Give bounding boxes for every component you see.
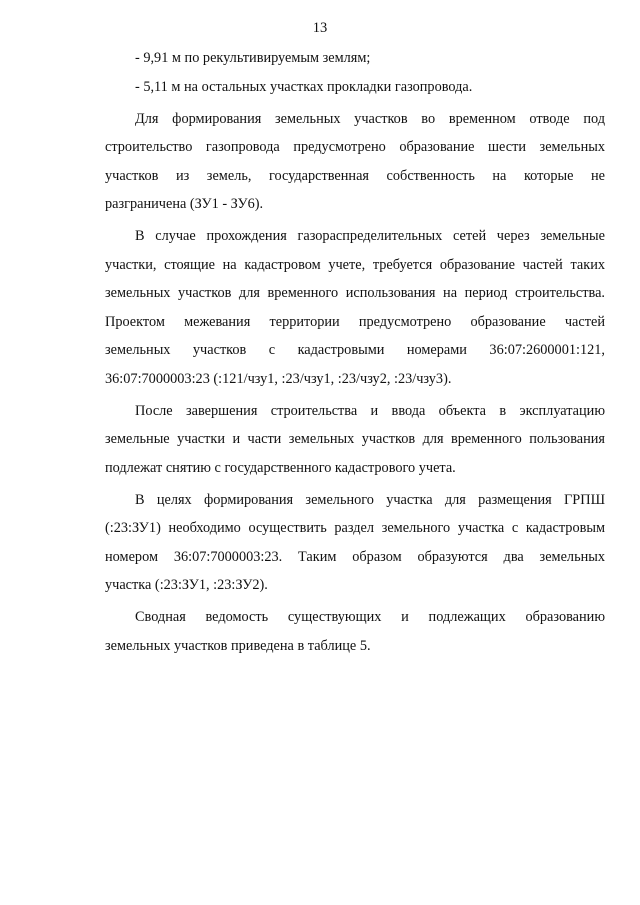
text-line: Сводная ведомость существующих и подлежащих образованию <box>135 609 605 625</box>
text-line: После завершения строительства и ввода объекта в эксплуатацию <box>135 402 605 419</box>
text-line: В случае прохождения газораспределительных сетей через земельные <box>135 228 605 244</box>
body-paragraph <box>105 105 605 219</box>
text-line: подлежат снятию с государственного кадастрового учета. <box>105 459 456 476</box>
body-paragraph <box>105 486 605 600</box>
text-line: разграничена (ЗУ1 - ЗУ6). <box>105 196 264 212</box>
text-line: - 9,91 м по рекультивируемым землям; <box>135 50 371 66</box>
list-item-paragraph <box>105 44 605 73</box>
text-line: участка (:23:ЗУ1, :23:ЗУ2). <box>105 577 268 593</box>
body-paragraph <box>105 397 605 483</box>
text-line: участки, стоящие на кадастровом учете, требуется образование частей таких <box>105 256 605 273</box>
text-line: земельных участков приведена в таблице 5. <box>105 637 371 654</box>
body-paragraph <box>105 603 605 660</box>
text-line: земельные участки и части земельных участков для временного пользования <box>105 431 605 447</box>
text-line: - 5,11 м на остальных участках прокладки газопровода. <box>135 78 473 95</box>
page-number: 13 <box>312 20 328 36</box>
text-line: В целях формирования земельного участка для размещения ГРПШ <box>135 491 605 508</box>
text-line: 36:07:7000003:23 (:121/чзу1, :23/чзу1, :23/чзу2, :23/чзу3). <box>105 370 452 387</box>
text-line: земельных участков с кадастровыми номерами 36:07:2600001:121, <box>105 342 605 358</box>
text-line: номером 36:07:7000003:23. Таким образом образуются два земельных <box>105 548 605 565</box>
document-body <box>105 44 605 664</box>
body-paragraph <box>105 222 605 393</box>
list-item-paragraph <box>105 73 605 102</box>
text-line: участков из земель, государственная собственность на которые не <box>105 167 605 184</box>
text-line: строительство газопровода предусмотрено образование шести земельных <box>105 139 605 155</box>
text-line: (:23:ЗУ1) необходимо осуществить раздел земельного участка с кадастровым <box>105 520 605 536</box>
text-line: земельных участков для временного использования на период строительства. <box>105 285 605 301</box>
text-line: Для формирования земельных участков во временном отводе под <box>135 110 605 127</box>
text-line: Проектом межевания территории предусмотрено образование частей <box>105 313 605 330</box>
